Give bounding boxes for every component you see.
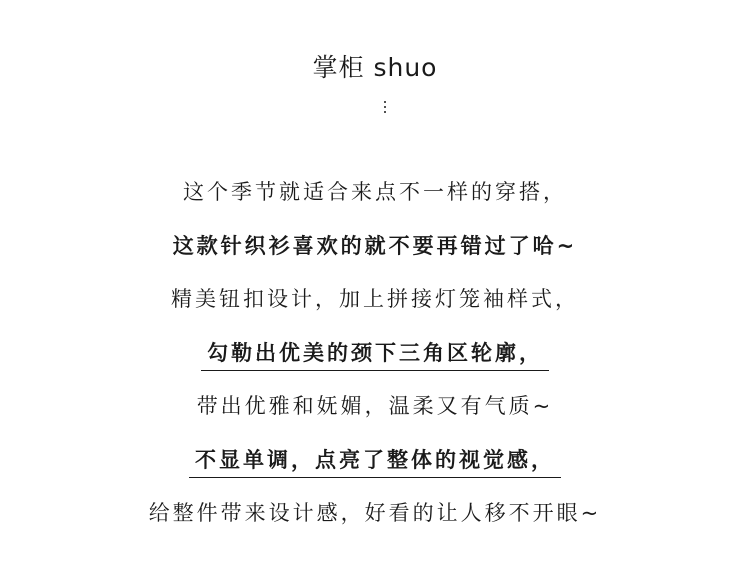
vertical-ellipsis-icon — [384, 100, 387, 114]
text-line-1 — [0, 174, 750, 228]
text-line-content: 精美钮扣设计，加上拼接灯笼袖样式， — [171, 287, 579, 311]
text-line-3 — [0, 281, 750, 335]
dot — [384, 106, 386, 108]
page-title: 掌柜 shuo — [312, 53, 438, 82]
underlined-text: 勾勒出优美的颈下三角区轮廓， — [201, 337, 549, 371]
text-line-5 — [0, 388, 750, 442]
text-line-4 — [0, 335, 750, 389]
underlined-text: 不显单调，点亮了整体的视觉感， — [189, 444, 561, 478]
text-line-content: 这个季节就适合来点不一样的穿搭， — [183, 180, 567, 204]
text-block — [0, 174, 750, 549]
text-line-7 — [0, 495, 750, 549]
text-line-content: 给整件带来设计感，好看的让人移不开眼~ — [148, 501, 602, 525]
header — [0, 50, 750, 86]
text-line-content: 这款针织衫喜欢的就不要再错过了哈~ — [172, 233, 578, 258]
text-line-6 — [0, 442, 750, 496]
dot — [384, 111, 386, 113]
text-line-content: 带出优雅和妩媚，温柔又有气质~ — [196, 394, 554, 418]
dot — [384, 101, 386, 103]
text-line-2 — [0, 228, 750, 282]
